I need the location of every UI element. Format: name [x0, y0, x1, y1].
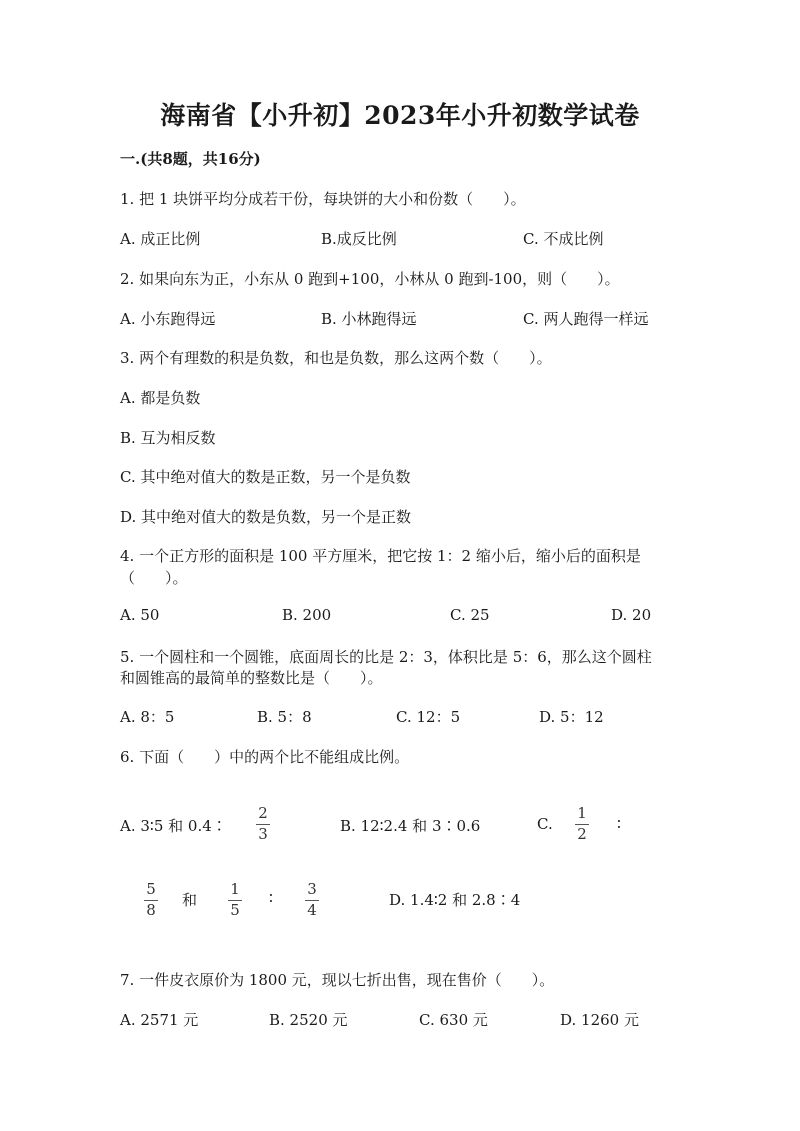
- question-7: 7. 一件皮衣原价为 1800 元，现以七折出售，现在售价（ ）。: [120, 971, 555, 989]
- q4-option-c: C. 25: [450, 606, 490, 624]
- q3-option-b: B. 互为相反数: [120, 429, 216, 447]
- q1-option-c: C. 不成比例: [523, 230, 604, 248]
- q6-option-a-fraction: [256, 806, 270, 843]
- q7-option-c: C. 630 元: [419, 1011, 488, 1029]
- fraction-numerator: 5: [146, 880, 156, 898]
- question-1: 1. 把 1 块饼平均分成若干份，每块饼的大小和份数（ ）。: [120, 190, 526, 208]
- fraction-numerator: 1: [230, 880, 240, 898]
- q6-option-c-fraction-1: [575, 806, 589, 843]
- ratio-colon: ∶: [269, 889, 273, 907]
- q2-option-c: C. 两人跑得一样远: [523, 310, 649, 328]
- fraction-denominator: 2: [577, 824, 587, 843]
- q7-option-a: A. 2571 元: [120, 1011, 199, 1029]
- q6-option-c-label: C.: [537, 815, 553, 833]
- and-word: 和: [182, 891, 198, 909]
- q6-option-c-fraction-2: [144, 882, 158, 919]
- q5-option-a: A. 8：5: [120, 708, 175, 726]
- question-5-line-2: 和圆锥高的最简单的整数比是（ ）。: [120, 669, 383, 687]
- fraction-denominator: 4: [307, 900, 317, 919]
- fraction-numerator: 3: [307, 880, 317, 898]
- q7-option-b: B. 2520 元: [269, 1011, 348, 1029]
- fraction-numerator: 1: [577, 804, 587, 822]
- q3-option-c: C. 其中绝对值大的数是正数，另一个是负数: [120, 468, 411, 486]
- fraction-denominator: 3: [258, 824, 268, 843]
- q4-option-b: B. 200: [282, 606, 332, 624]
- q3-option-d: D. 其中绝对值大的数是负数，另一个是正数: [120, 508, 412, 526]
- q1-option-b: B.成反比例: [321, 230, 397, 248]
- page-title: 海南省【小升初】2023年小升初数学试卷: [160, 101, 640, 130]
- question-6: 6. 下面（ ）中的两个比不能组成比例。: [120, 748, 410, 766]
- question-5-line-1: 5. 一个圆柱和一个圆锥，底面周长的比是 2：3，体积比是 5：6，那么这个圆柱: [120, 648, 652, 666]
- q5-option-c: C. 12：5: [396, 708, 461, 726]
- q6-option-c-fraction-4: [305, 882, 319, 919]
- q7-option-d: D. 1260 元: [560, 1011, 639, 1029]
- q4-option-d: D. 20: [611, 606, 652, 624]
- question-4-line-2: （ ）。: [120, 569, 188, 587]
- ratio-colon: ∶: [617, 815, 621, 833]
- q6-option-a-text: A. 3∶5 和 0.4∶: [120, 817, 227, 835]
- q1-option-a: A. 成正比例: [120, 230, 201, 248]
- q6-option-c-fraction-3: [228, 882, 242, 919]
- question-3: 3. 两个有理数的积是负数，和也是负数，那么这两个数（ ）。: [120, 349, 552, 367]
- fraction-numerator: 2: [258, 804, 268, 822]
- question-4-line-1: 4. 一个正方形的面积是 100 平方厘米，把它按 1：2 缩小后，缩小后的面积是: [120, 547, 641, 565]
- q6-option-d: D. 1.4∶2 和 2.8∶4: [389, 891, 521, 909]
- q4-option-a: A. 50: [120, 606, 160, 624]
- q2-option-b: B. 小林跑得远: [321, 310, 417, 328]
- q3-option-a: A. 都是负数: [120, 389, 201, 407]
- q5-option-b: B. 5：8: [257, 708, 312, 726]
- q5-option-d: D. 5：12: [539, 708, 604, 726]
- fraction-denominator: 8: [146, 900, 156, 919]
- q6-option-b: B. 12∶2.4 和 3∶0.6: [340, 817, 481, 835]
- section-heading: 一.(共8题，共16分): [120, 150, 261, 168]
- fraction-denominator: 5: [230, 900, 240, 919]
- question-2: 2. 如果向东为正，小东从 0 跑到+100，小林从 0 跑到-100，则（ ）。: [120, 270, 620, 288]
- q2-option-a: A. 小东跑得远: [120, 310, 216, 328]
